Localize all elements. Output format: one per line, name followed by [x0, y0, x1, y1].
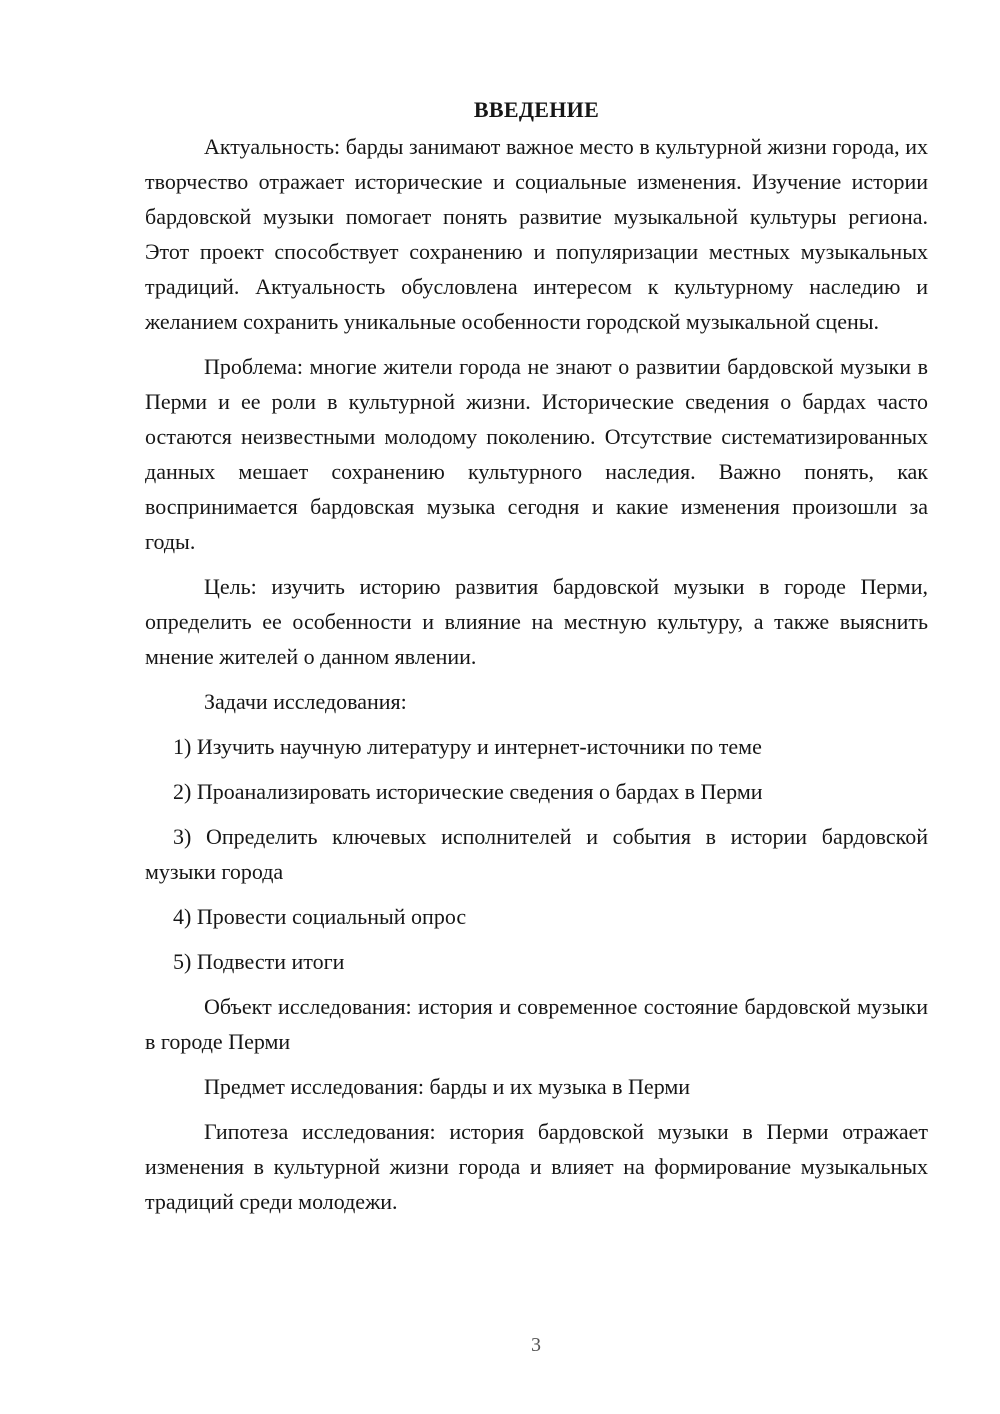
page-number: 3: [531, 1334, 541, 1356]
relevance-paragraph: Актуальность: барды занимают важное место в культурной жизни города, их творчество отражает исторические и социальные изменения. Изучение истории бардовской музыки помогает понять развитие музыкальной культуры региона. Этот проект способствует сохранению и популяризации местных музыкальных традиций. Актуальность обусловлена интересом к культурному наследию и желанием сохранить уникальные особенности городской музыкальной сцены.: [145, 134, 928, 334]
page-title: ВВЕДЕНИЕ: [473, 97, 600, 122]
object-paragraph: Объект исследования: история и современное состояние бардовской музыки в городе Перми: [145, 994, 928, 1054]
tasks-list: [145, 729, 928, 979]
task-item: 2) Проанализировать исторические сведения о бардах в Перми: [173, 779, 763, 804]
task-item: 3) Определить ключевых исполнителей и события в истории бардовской музыки города: [145, 824, 928, 884]
task-item: 4) Провести социальный опрос: [173, 904, 467, 929]
hypothesis-paragraph: Гипотеза исследования: история бардовской музыки в Перми отражает изменения в культурной жизни города и влияет на формирование музыкальных традиций среди молодежи.: [145, 1119, 928, 1214]
problem-paragraph: Проблема: многие жители города не знают о развитии бардовской музыки в Перми и ее роли в культурной жизни. Исторические сведения о бардах часто остаются неизвестными молодому поколению. Отсутствие систематизированных данных мешает сохранению культурного наследия. Важно понять, как воспринимается бардовская музыка сегодня и какие изменения произошли за годы.: [145, 354, 928, 554]
task-item: 5) Подвести итоги: [173, 949, 345, 974]
page-content: [145, 92, 928, 1219]
goal-paragraph: Цель: изучить историю развития бардовской музыки в городе Перми, определить ее особенности и влияние на местную культуру, а также выяснить мнение жителей о данном явлении.: [145, 574, 928, 669]
tasks-heading: Задачи исследования:: [204, 689, 407, 714]
task-item: 1) Изучить научную литературу и интернет-источники по теме: [173, 734, 762, 759]
subject-paragraph: Предмет исследования: барды и их музыка в Перми: [204, 1074, 691, 1099]
